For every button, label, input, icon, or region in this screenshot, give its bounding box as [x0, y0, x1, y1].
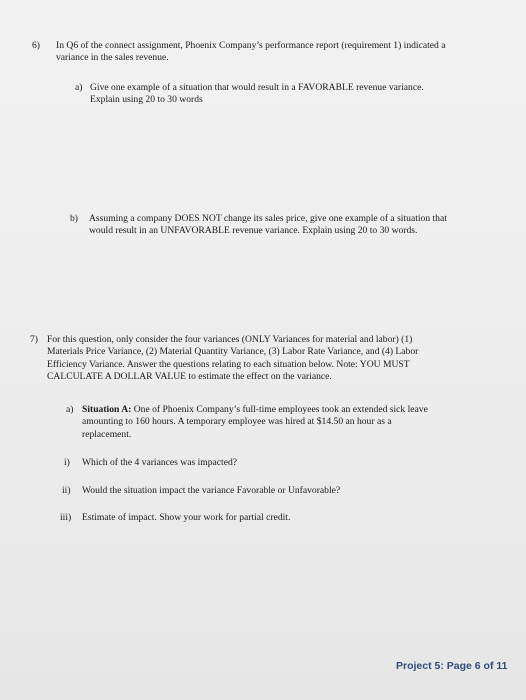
question-6-number: 6) [32, 40, 40, 51]
question-6b-line2: would result in an UNFAVORABLE revenue variance. Explain using 20 to 30 words. [89, 225, 418, 237]
question-7-number: 7) [30, 334, 38, 345]
question-7-line4: CALCULATE A DOLLAR VALUE to estimate the effect on the variance. [47, 371, 332, 383]
question-7-line1: For this question, only consider the four variances (ONLY Variances for material and labor) (1) [47, 334, 413, 345]
situation-a-line1 [82, 404, 428, 416]
question-6a-label: a) [75, 82, 83, 93]
sub-question-iii-text: Estimate of impact. Show your work for partial credit. [82, 512, 291, 523]
question-6-intro-line1: In Q6 of the connect assignment, Phoenix Company’s performance report (requirement 1) indicated a [56, 40, 446, 51]
situation-a-title: Situation A: [82, 404, 132, 415]
sub-question-ii-label: ii) [62, 485, 71, 496]
page-footer: Project 5: Page 6 of 11 [396, 660, 508, 672]
sub-question-iii-label: iii) [60, 512, 72, 523]
question-7-line2: Materials Price Variance, (2) Material Quantity Variance, (3) Labor Rate Variance, and (4) Labor [47, 346, 419, 358]
question-6a-line2: Explain using 20 to 30 words [90, 94, 203, 106]
situation-a-line1-text: One of Phoenix Company’s full-time employees took an extended sick leave [131, 404, 428, 415]
question-6-intro-line2: variance in the sales revenue. [56, 52, 169, 64]
question-6a-line1: Give one example of a situation that would result in a FAVORABLE revenue variance. [90, 82, 424, 93]
situation-a-label: a) [66, 404, 74, 415]
situation-a-line3: replacement. [82, 428, 132, 440]
question-6b-line1: Assuming a company DOES NOT change its sales price, give one example of a situation that [89, 213, 447, 224]
sub-question-ii-text: Would the situation impact the variance Favorable or Unfavorable? [82, 485, 341, 496]
sub-question-i-text: Which of the 4 variances was impacted? [82, 457, 238, 468]
situation-a-line2: amounting to 160 hours. A temporary employee was hired at $14.50 an hour as a [82, 416, 392, 428]
sub-question-i-label: i) [64, 457, 70, 468]
question-6b-label: b) [70, 213, 78, 224]
question-7-line3: Efficiency Variance. Answer the questions relating to each situation below. Note: YOU MUST [47, 358, 410, 370]
